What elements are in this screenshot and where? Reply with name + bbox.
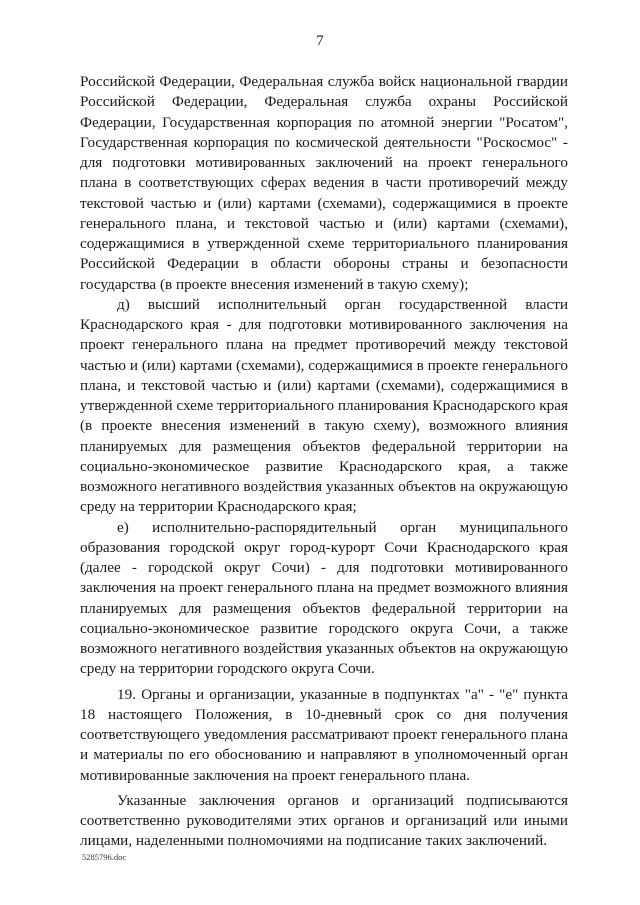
document-file-code: 5285796.doc [82,852,127,862]
page-number: 7 [316,33,324,49]
paragraph-continuation: Российской Федерации, Федеральная служба войск национальной гвардии Российской Федерации, Федеральная служба охраны Российской Федерации, Государственная корпорация по атомной энергии "Росатом", Государственная корпорация по космической деятельности "Роскосмос" - для подготовки мотивированных заключений на проект генерального плана в соответствующих сферах ведения в части противоречий между текстовой частью и (или) картами (схемами), содержащимися в проекте генерального плана, и текстовой частью и (или) картами (схемами), содержащимися в утвержденной схеме территориального планирования Российской Федерации в области обороны страны и безопасности государства (в проекте внесения изменений в такую схему); [80,73,568,293]
paragraph-clause-19: 19. Органы и организации, указанные в подпунктах "а" - "е" пункта 18 настоящего Положения, в 10-дневный срок со дня получения соответствующего уведомления рассматривают проект генерального плана и материалы по его обоснованию и направляют в уполномоченный орган мотивированные заключения на проект генерального плана. [80,685,568,784]
paragraph-item-d: д) высший исполнительный орган государственной власти Краснодарского края - для подготовки мотивированного заключения на проект генерального плана на предмет противоречий между текстовой частью и (или) картами (схемами), содержащимися в проекте генерального плана, и текстовой частью и (или) картами (схемами), содержащимися в утвержденной схеме территориального планирования Краснодарского края (в проекте внесения изменений в такую схему), возможного влияния планируемых для размещения объектов федеральной территории на социально-экономическое развитие Краснодарского края, а также возможного негативного воздействия указанных объектов на окружающую среду на территории Краснодарского края; [80,295,568,516]
paragraph-signatures: Указанные заключения органов и организаций подписываются соответственно руководителями этих органов и организаций или иными лицами, наделенными полномочиями на подписание таких заключений. [80,791,568,850]
document-body [80,72,568,852]
paragraph-item-e: е) исполнительно-распорядительный орган муниципального образования городской округ город-курорт Сочи Краснодарского края (далее - городской округ Сочи) - для подготовки мотивированного заключения на проект генерального плана на предмет возможного влияния планируемых для размещения объектов федеральной территории на социально-экономическое развитие городского округа Сочи, а также возможного негативного воздействия указанных объектов на окружающую среду на территории городского округа Сочи. [80,518,568,678]
